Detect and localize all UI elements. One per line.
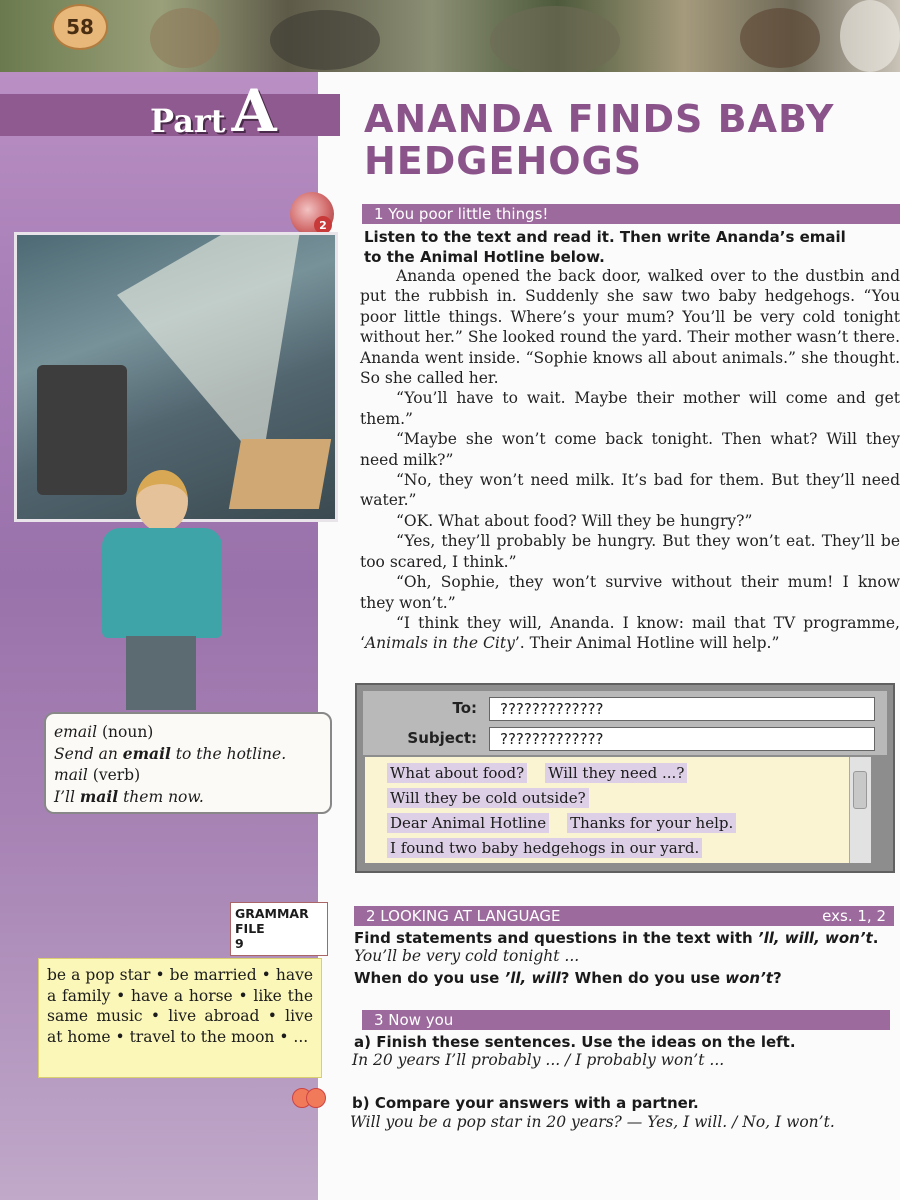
- instruction-text: .: [872, 929, 879, 947]
- section2-example: You’ll be very cold tonight ...: [354, 947, 580, 965]
- email-subject-row: [363, 727, 887, 751]
- grammar-file-line: FILE: [235, 921, 265, 936]
- email-header: [363, 691, 887, 755]
- question-text: ?: [772, 969, 782, 987]
- section3-a-instruction: a) Finish these sentences. Use the ideas on the left.: [354, 1033, 796, 1051]
- ideas-box: be a pop star • be married • have a family • have a horse • like the same music • live abroad • live at home • travel to the moon • ...: [38, 958, 322, 1078]
- section1-heading: [362, 204, 900, 224]
- story-paragraph: “No, they won’t need milk. It’s bad for them. But they’ll need water.”: [360, 471, 900, 510]
- pair-circle-right: [306, 1088, 326, 1108]
- question-text: ? When do you use: [560, 969, 726, 987]
- phrase-chip: Thanks for your help.: [567, 813, 736, 833]
- page-title: ANANDA FINDS BABY HEDGEHOGS: [364, 97, 835, 183]
- part-word: Part: [150, 102, 226, 140]
- section3-heading-text: 3 Now you: [374, 1011, 454, 1029]
- section3-heading: [362, 1010, 890, 1030]
- phrase-chip: I found two baby hedgehogs in our yard.: [387, 838, 702, 858]
- part-letter: A: [231, 77, 277, 145]
- vocab-pos-noun: (noun): [101, 723, 154, 741]
- headphones-icon[interactable]: [290, 192, 334, 236]
- vocab-word-mail: mail: [54, 766, 88, 784]
- vocab-line-4: [54, 786, 322, 808]
- question-text: When do you use: [354, 969, 505, 987]
- email-phrase-line: [387, 811, 849, 836]
- phrase-chip: Dear Animal Hotline: [387, 813, 549, 833]
- instruction-forms: ’ll, will, won’t: [757, 929, 873, 947]
- last-paragraph-end: ’. Their Animal Hotline will help.”: [514, 634, 780, 653]
- grammar-file-tag[interactable]: [230, 902, 328, 956]
- vocab-example-text: Send an: [54, 745, 123, 763]
- section1-heading-text: 1 You poor little things!: [374, 205, 549, 223]
- instruction-text: Find statements and questions in the text with: [354, 929, 758, 947]
- grammar-file-number: 9: [235, 936, 244, 951]
- section2-heading-text: 2 LOOKING AT LANGUAGE: [366, 907, 561, 925]
- section2-exercise-refs: exs. 1, 2: [822, 907, 886, 925]
- phrase-chip: Will they be cold outside?: [387, 788, 589, 808]
- story-paragraph: “You’ll have to wait. Maybe their mother will come and get them.”: [360, 389, 900, 428]
- question-forms: won’t: [725, 969, 773, 987]
- scrollbar-thumb[interactable]: [853, 771, 867, 809]
- grammar-file-line: GRAMMAR: [235, 906, 309, 921]
- vocab-line-3: [54, 765, 322, 786]
- header-photo-strip: [0, 0, 900, 72]
- story-paragraph-last: [360, 613, 900, 654]
- vocab-pos-verb: (verb): [92, 766, 141, 784]
- girl-body: [102, 528, 222, 638]
- phrase-chip: Will they need ...?: [545, 763, 687, 783]
- pair-work-icon: [292, 1088, 328, 1108]
- section2-instruction: [354, 928, 894, 948]
- vocab-line-1: [54, 722, 322, 743]
- email-body[interactable]: [365, 757, 871, 863]
- story-paragraph: “Oh, Sophie, they won’t survive without their mum! I know they won’t.”: [360, 573, 900, 612]
- section2-heading: [354, 906, 894, 926]
- email-subject-field[interactable]: ?????????????: [489, 727, 875, 751]
- story-paragraph: Ananda opened the back door, walked over to the dustbin and put the rubbish in. Suddenly she saw two baby hedgehogs. “You poor little things. Where’s your mum? You’ll be very cold tonight without her.” She looked round the yard. Their mother wasn’t there. Ananda went inside. “Sophie knows all about animals.” she thought. So she called her.: [360, 267, 900, 388]
- phrase-chip: What about food?: [387, 763, 527, 783]
- section3-a-example: In 20 years I’ll probably ... / I probably won’t ...: [352, 1051, 725, 1069]
- vocab-line-2: [54, 743, 322, 765]
- email-to-row: [363, 697, 887, 721]
- last-paragraph-start: “I think they will, Ananda. I know: mail that TV programme, ‘: [360, 613, 900, 653]
- girl-head: [136, 470, 188, 532]
- email-to-label: To:: [452, 699, 477, 717]
- email-phrase-line: [387, 761, 849, 786]
- story-paragraph: “Maybe she won’t come back tonight. Then what? Will they need milk?”: [360, 430, 900, 469]
- cardboard-box-image: [229, 439, 331, 509]
- part-label: [150, 77, 277, 145]
- audio-track-number: 2: [314, 216, 332, 234]
- vocab-example-text: to the hotline.: [170, 745, 287, 763]
- vocab-example-text: them now.: [118, 788, 204, 806]
- programme-title: Animals in the City: [364, 634, 515, 653]
- vocab-example-bold: email: [122, 744, 171, 763]
- story-paragraph: “OK. What about food? Will they be hungry?”: [396, 511, 753, 530]
- vocab-word-email: email: [54, 723, 98, 741]
- question-forms: ’ll, will: [504, 969, 561, 987]
- email-phrase-line: [387, 786, 849, 811]
- section2-question: [354, 968, 894, 988]
- section1-instruction: Listen to the text and read it. Then write Ananda’s email to the Animal Hotline below.: [364, 228, 846, 266]
- section3-b-example: Will you be a pop star in 20 years? — Yes, I will. / No, I won’t.: [350, 1113, 835, 1131]
- email-to-field[interactable]: ?????????????: [489, 697, 875, 721]
- email-subject-label: Subject:: [407, 729, 477, 747]
- girl-legs: [126, 636, 196, 710]
- story-text: [360, 266, 900, 654]
- email-scrollbar[interactable]: [849, 757, 871, 863]
- vocab-example-text: I’ll: [54, 788, 80, 806]
- girl-on-phone-illustration: [72, 470, 232, 710]
- page-number-badge: 58: [52, 4, 108, 50]
- story-paragraph: “Yes, they’ll probably be hungry. But they won’t eat. They’ll be too scared, I think.”: [360, 532, 900, 571]
- email-window: [355, 683, 895, 873]
- section3-b-instruction: b) Compare your answers with a partner.: [352, 1094, 699, 1112]
- vocabulary-note: [44, 712, 332, 814]
- email-phrase-line: [387, 836, 849, 861]
- vocab-example-bold: mail: [79, 787, 119, 806]
